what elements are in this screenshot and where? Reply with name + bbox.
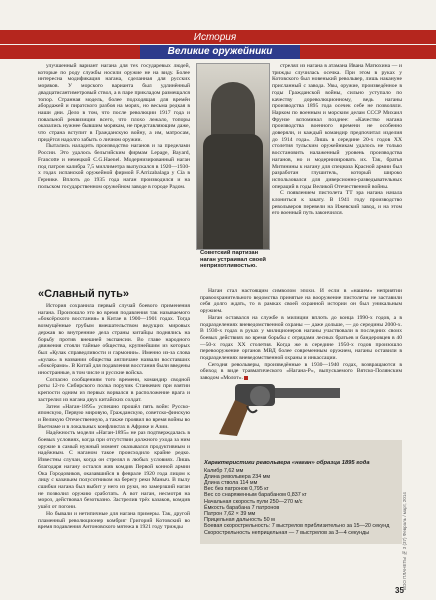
paragraph: Но бывали и нетипичные для нагана примеры. Так, другой пламенный революционер комбриг Григорий Котовский во время подавления Антоновского мятежа в 1921 году трижды (38, 510, 190, 531)
paragraph: Надёжность модели «Наган-1895» не раз подтверждалась в боевых условиях, когда при отсутствии должного ухода за ним оружие в самый нужный момент оказывался продуктивным и надёжным. С наганом такое происходило крайне редко. Известны случаи, когда он стрелял в любых условиях. Лишь благодаря нагану остался жив комдив Первой конной армии Ока Городовиков, оказавшийся в феврале 1920 года лицом к лицу с казачьим полусотником на берегу реки Маныч. В пылу сшибки нагана был выбит у него из руки, но замерзший наган не позволил оружию сработать. А вот наган, несмотря на мороз, действовал безотказно. Застрелив трёх казаков, комдив ушёл от погони. (38, 430, 190, 511)
spec-row: Вес без патронов 0,795 кг (204, 486, 269, 493)
photo-figure-body (203, 134, 263, 249)
page-number: 35 (395, 586, 404, 595)
intro-right-column (272, 63, 402, 217)
spec-row: Калибр 7,62 мм (204, 467, 244, 474)
spec-row: Начальная скорость пули 250—270 м/с (204, 498, 303, 505)
spec-row: Скорострельность неприцельная — 7 выстрелов за 3—4 секунды (204, 529, 370, 536)
paragraph-text: Сегодня револьверы, произведённые в 1930—1940 годах, возвращаются в обиход в виде травматического «Нагана-Р», выпускаемого Вятско-Полянским заводом «Молот». (200, 361, 402, 382)
section-heading: «Славный путь» (38, 288, 129, 300)
paragraph: улучшенный вариант нагана для тех государевых людей, которые по роду службы носили оружие не на виду. Более интересна модификация нагана, сделанная для русских моряков. У морского варианта был удлинённый двадцатисантиметровый ствол, а в паре прикладом размещался топор. Странная модель, более подходящая для времён абордажей и пиратского разбоя на морях, но весьма редкая в наши дни. Дело в том, что после революции 1917 года и повальной реквизиции всего, что плохо лежало, топоры оказались нужнее бывшим морякам, не представляющим даже, что страна вступит в Гражданскую войну, а им, матросам, придётся надолго забыть о личном оружии. (38, 63, 190, 143)
photo-figure-head (211, 82, 255, 142)
spec-row: Длина ствола 114 мм (204, 479, 258, 486)
spec-row: Боевая скорострельность: 7 выстрелов приблизительно за 15—20 секунд (204, 523, 390, 530)
main-right-column (200, 288, 402, 382)
revolver-image (205, 370, 355, 440)
main-left-column (38, 303, 190, 531)
grip-shape (219, 400, 249, 436)
spec-row: Вес со снаряженным барабаном 0,837 кг (204, 492, 307, 499)
spec-row: Длина револьвера 234 мм (204, 473, 271, 480)
paragraph: стрелял из нагана в атамана Ивана Матюхина — и трижды случилась осечка. При этом в руках у Котовского был новенький револьвер, лишь накануне присланный с завода. Увы, оружие, произведённое в годы Гражданской войны, сильно уступало по качеству дореволюционному, ведь наганы производства 1895 года осечек себе не позволяли. Нарком по военным и морским делам СССР Михаил Фрунзе вспоминал позднее: «Качество нагана производства военного времени не особенно доверяли, и каждый командир предпочитал изделия до 1914 года». Лишь в середине 20-х годов ХХ столетия тульским оружейникам удалось не только восстановить налаженный уровень производства наганов, но и модернизировать их. Так, братья Митинины к нагану для спецназа Красной армии был разработан глушитель, который широко использовался для диверсионно-разведывательных операций в годы Великой Отечественной войны. (272, 63, 402, 190)
section-label: История (193, 32, 237, 43)
specs-list (204, 460, 394, 536)
paragraph: С появлением пистолета ТТ эра нагана начала клониться к закату. В 1941 году производство револьверов перевели на Ижевский завод, и на этом его военный путь закончился. (272, 190, 402, 217)
specs-title: Характеристики револьвера «наган» образца 1895 года (204, 460, 370, 466)
paragraph: Пытались наладить производство наганов и за пределами России. Это удалось бельгийским фирмам Lepage, Bayard, Francotte и немецкой C.G.Haenel. Модернизированный наган под патрон калибра 7,5 миллиметра выпускался в 1920—1930-х годах испанской оружейной фирмой F.Arrizabalaga y Cía в Гернике. Вплоть до 1935 года наган производился и на польском государственном оружейном заводе в городе Радом. (38, 143, 190, 190)
magazine-issue-info: ВОО ПЛАНЕТЫ № 3 (37) Февраль / март, 2014 (402, 492, 407, 590)
intro-left-column (38, 63, 190, 190)
photo-caption: Советский партизан наган устраивал своей неприхотливостью. (200, 250, 266, 269)
subsection-label: Великие оружейники (140, 45, 300, 59)
paragraph: Согласно сообщениям того времени, командир сводной роты 12-го Сибирского полка поручик Станкевич при взятии крепости одним из первых ворвался в расположение врага и застрелил из нагана двух китайских солдат. (38, 376, 190, 403)
cylinder-shape (250, 386, 270, 406)
spec-row: Ёмкость барабана 7 патронов (204, 504, 280, 511)
paragraph: Наган оставался на службе в милиции вплоть до конца 1990-х годов, а в подразделениях вневедомственной охраны — даже дольше, — до середины 2000-х. В 1930-х годах в руках у милиционеров наганы участвовали в последних своих боевых действиях во время борьбы с отрядами лесных братьев и бандеровцев в 40—50-х годах ХХ столетия. Когда же в середине 1950-х годов произошло перевооружение органов МВД более современным оружием, наганы оставили в подразделениях вневедомственной охраны и инкассации. (200, 314, 402, 362)
spec-row: Прицельная дальность 50 м (204, 517, 275, 524)
spec-row: Патрон 7,62 × 39 мм (204, 510, 256, 517)
paragraph: Затем «Наган-1895» успешно прошёл пять войн: Русско-японскую, Первую мировую, Гражданскую, советско-финскую и Великую Отечественную, а также проявил во время войны во Вьетнаме и в локальных конфликтах в Африке и Азии. (38, 403, 190, 430)
paragraph: Наган стал настоящим символом эпохи. И если в «нашем» неприятии правоохранительного ведомства принятые на вооружение пистолеты не заставили себя долго ждать, то в рамках своей охранной истории он был уникальным оружием. (200, 288, 402, 315)
paragraph: История сохранила первый случай боевого применения нагана. Произошло это во время подавления так называемого «боксёрского восстания» в Китае в 1900—1901 годах. Тогда возмущённые грубым вмешательством ведущих мировых держав во внутренние дела страны китайцы поднялись на борьбу против внешней экспансии. Во главе народного движения стояли тайные общества, крупнейшим из которых был «Кулак справедливости и гармонии». Именно из-за слова «кулак» в названии общества англичане назвали восставших «боксёрами». В Китай для подавления восстания были введены иностранные, в том числе и русские войска. (38, 303, 190, 377)
partisan-photo (196, 63, 270, 250)
